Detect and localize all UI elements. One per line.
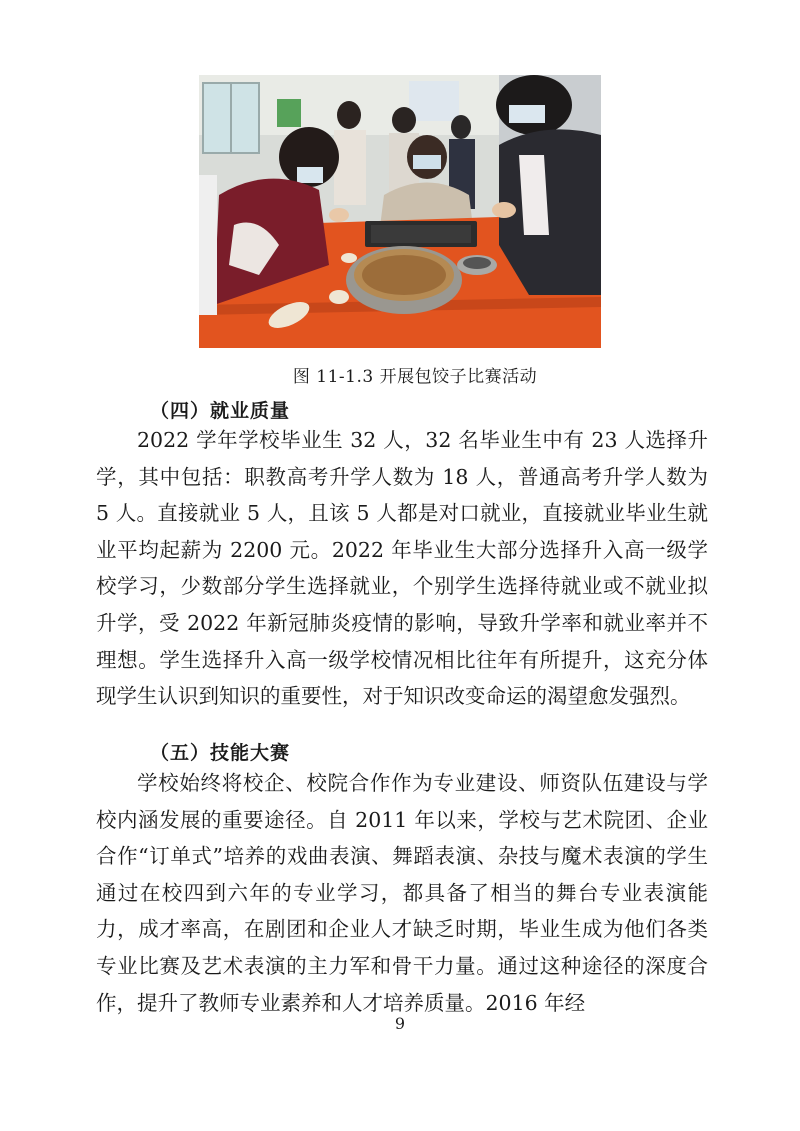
skills-competition-paragraph: 学校始终将校企、校院合作作为专业建设、师资队伍建设与学校内涵发展的重要途径。自 2011 年以来，学校与艺术院团、企业合作“订单式”培养的戏曲表演、舞蹈表演、杂技与魔术表演的学生通过在校四到六年的专业学习，都具备了相当的舞台专业表演能力，成才率高，在剧团和企业人才缺乏时期，毕业生成为他们各类专业比赛及艺术表演的主力军和骨干力量。通过这种途径的深度合作，提升了教师专业素养和人才培养质量。2016 年经 <box>96 771 708 1015</box>
section-heading-skills-competition: （五）技能大赛 <box>150 742 291 764</box>
employment-quality-paragraph: 2022 学年学校毕业生 32 人，32 名毕业生中有 23 人选择升学，其中包括：职教高考升学人数为 18 人，普通高考升学人数为 5 人。直接就业 5 人，且该 5 人都是对口就业，直接就业毕业生就业平均起薪为 2200 元。2022 年毕业生大部分选择升入高一级学校学习，少数部分学生选择就业，个别学生选择待就业或不就业拟升学，受 2022 年新冠肺炎疫情的影响，导致升学率和就业率并不理想。学生选择升入高一级学校情况相比往年有所提升，这充分体现学生认识到知识的重要性，对于知识改变命运的渴望愈发强烈。 <box>96 428 708 709</box>
page-number: 9 <box>394 1014 406 1033</box>
section-heading-employment-quality: （四）就业质量 <box>150 400 291 422</box>
figure-caption: 图 11-1.3 开展包饺子比赛活动 <box>292 367 538 387</box>
dumpling-activity-photo <box>199 75 601 348</box>
